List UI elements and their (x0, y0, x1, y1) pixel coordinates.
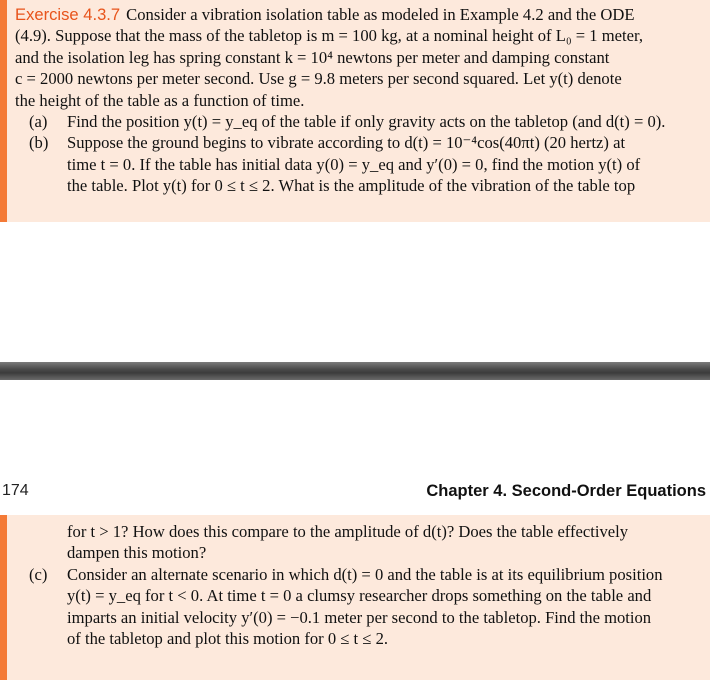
part-c-line-1: Consider an alternate scenario in which d(t) = 0 and the table is at its equilibrium position (67, 564, 663, 584)
part-b-continued-line-2: dampen this motion? (67, 543, 207, 563)
part-c-line-4: of the tabletop and plot this motion for 0 ≤ t ≤ 2. (67, 629, 389, 649)
exercise-intro-line-4: c = 2000 newtons per meter second. Use g = 9.8 meters per second squared. Let y(t) denote (15, 69, 622, 89)
chapter-title: Chapter 4. Second-Order Equations (426, 482, 706, 500)
part-b-line-3: the table. Plot y(t) for 0 ≤ t ≤ 2. What is the amplitude of the vibration of the table top (67, 176, 636, 196)
exercise-intro-line-5: the height of the table as a function of time. (15, 90, 305, 110)
exercise-label: Exercise 4.3.7 (15, 5, 121, 24)
part-a-line-1: Find the position y(t) = y_eq of the table if only gravity acts on the tabletop (and d(t) = 0). (67, 112, 666, 132)
exercise-box-bottom (0, 515, 710, 680)
exercise-intro-line-3: and the isolation leg has spring constant k = 10⁴ newtons per meter and damping constant (15, 47, 610, 67)
page-number: 174 (2, 482, 29, 499)
part-c (29, 564, 704, 650)
exercise-intro-line-1 (15, 4, 704, 25)
exercise-box-top (0, 0, 710, 222)
exercise-intro-line-2: (4.9). Suppose that the mass of the tabletop is m = 100 kg, at a nominal height of L₀ = 1 meter, (15, 26, 644, 46)
intro-text-1: Consider a vibration isolation table as modeled in Example 4.2 and the ODE (126, 5, 635, 24)
page-break-divider (0, 362, 710, 380)
part-b-line-1: Suppose the ground begins to vibrate according to d(t) = 10⁻⁴cos(40πt) (20 hertz) at (67, 133, 626, 153)
part-c-label: (c) (29, 564, 48, 584)
part-b-line-2: time t = 0. If the table has initial data y(0) = y_eq and y′(0) = 0, find the motion y(t) of (67, 154, 641, 174)
part-b-continued-line-1: for t > 1? How does this compare to the amplitude of d(t)? Does the table effectively (67, 522, 629, 541)
part-b-label: (b) (29, 133, 49, 153)
part-a-label: (a) (29, 112, 48, 132)
part-c-line-3: imparts an initial velocity y′(0) = −0.1 meter per second to the tabletop. Find the motion (67, 607, 652, 627)
part-a (29, 111, 704, 132)
page-header (0, 482, 710, 506)
part-c-line-2: y(t) = y_eq for t < 0. At time t = 0 a clumsy researcher drops something on the table and (67, 586, 652, 606)
part-b (29, 132, 704, 196)
